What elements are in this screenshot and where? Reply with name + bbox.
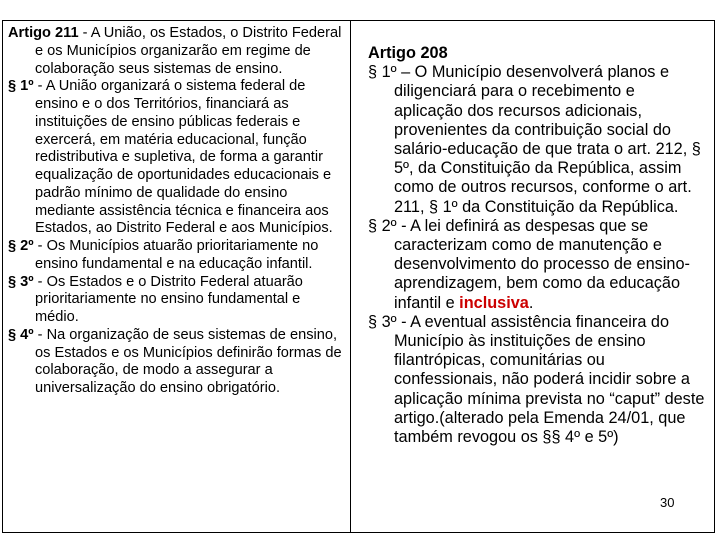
art208-paragraph-1: § 1º – O Município desenvolverá planos e diligenciará para o recebimento e aplicação dos recursos adicionais, provenientes da contribuição social do salário-educação de que trata o art. 212, § 5º, da Constituição da República, assim como de outros recursos, conforme o art. 211, § 1º da Constituição da República.: [368, 63, 701, 216]
art211-p3-heading: § 3º: [8, 273, 34, 290]
left-column: [8, 25, 343, 398]
art208-heading-line: [368, 44, 708, 63]
art208-paragraph-2: [368, 217, 708, 313]
art208-heading: Artigo 208: [368, 44, 448, 62]
art208-paragraph-3: § 3º - A eventual assistência financeira do Município às instituições de ensino filantrópicas, comunitárias ou confessionais, não poderá incidir sobre a aplicação mínima prevista no “caput” deste artigo.(alterado pela Emenda 24/01, que também revogou os §§ 4º e 5º): [368, 312, 705, 447]
column-divider: [350, 20, 351, 533]
art211-heading: Artigo 211: [8, 25, 79, 41]
art211-paragraph-4: [8, 327, 343, 398]
art211-p2-heading: § 2º: [8, 238, 34, 254]
art211-p1-text: - A União organizará o sistema federal de ensino e o dos Territórios, financiará as instituições de ensino públicas federais e exercerá, em matéria educacional, função redistributiva e supletiva, de forma a garantir equalização de oportunidades educacionais e padrão mínimo de qualidade do ensino mediante assistência técnica e financeira aos Estados, ao Distrito Federal e aos Municípios.: [33, 78, 333, 237]
art211-p2-text: - Os Municípios atuarão prioritariamente no ensino fundamental e na educação infantil.: [33, 238, 319, 272]
highlight-inclusiva: inclusiva: [459, 293, 529, 312]
art211-paragraph-3: [8, 274, 343, 327]
art208-p2-text: § 2º - A lei definirá as despesas que se caracterizam como de manutenção e desenvolvimento do processo de ensino-aprendizagem, bem como da educação infantil e: [368, 216, 690, 312]
art208-p2-end: .: [528, 293, 534, 312]
art211-paragraph-1: [8, 78, 343, 238]
art211-p4-text: - Na organização de seus sistemas de ensino, os Estados e os Municípios definirão formas de colaboração, de modo a assegurar a universalização do ensino obrigatório.: [33, 326, 342, 396]
page-number: 30: [660, 495, 675, 510]
art211-p1-heading: § 1º: [8, 78, 34, 95]
right-column: [368, 44, 708, 447]
art211-caput: [8, 25, 343, 78]
art211-paragraph-2: [8, 238, 343, 274]
art211-p3-text: - Os Estados e o Distrito Federal atuarão prioritariamente no ensino fundamental e médio.: [33, 273, 303, 325]
art211-p4-heading: § 4º: [8, 326, 34, 343]
art211-text: - A União, os Estados, o Distrito Federal e os Municípios organizarão em regime de colaboração seus sistemas de ensino.: [35, 25, 342, 77]
